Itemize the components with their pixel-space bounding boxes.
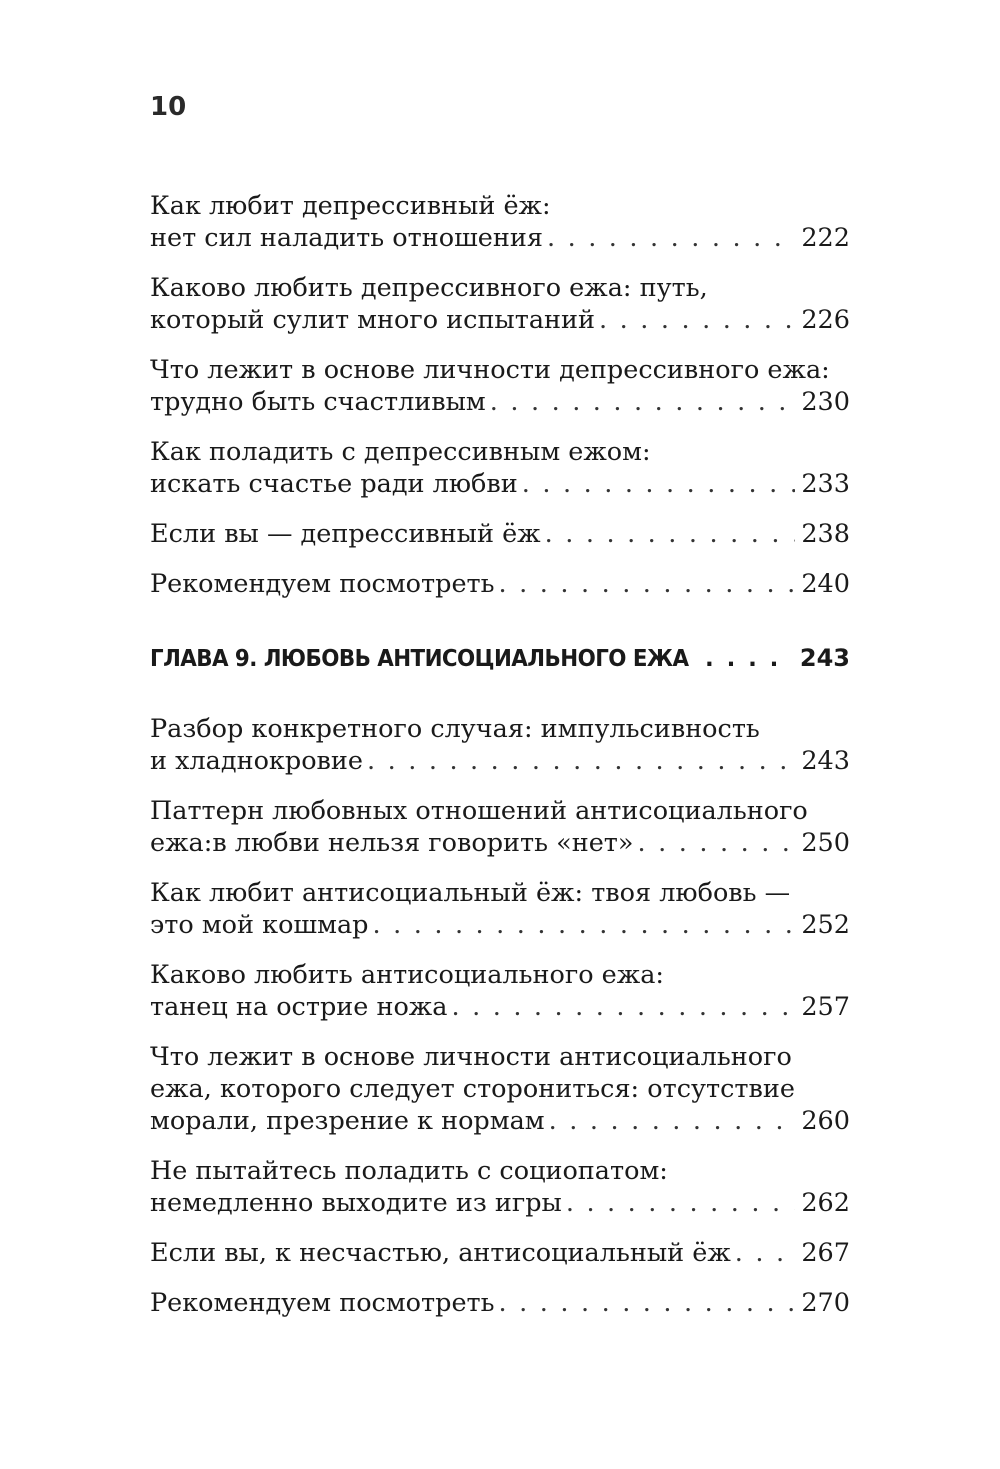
toc-entry[interactable]	[150, 713, 850, 777]
toc-page-number: 230	[801, 387, 850, 417]
chapter-page-number: 243	[799, 644, 850, 672]
toc-page-number: 267	[801, 1238, 850, 1268]
dot-leader	[638, 827, 796, 859]
toc-entry[interactable]	[150, 1287, 850, 1319]
toc-page-number: 260	[801, 1106, 850, 1136]
toc-entry[interactable]	[150, 354, 850, 418]
toc-page-number: 226	[801, 305, 850, 335]
toc-entry-title: нет сил наладить отношения	[150, 223, 543, 253]
toc-entry-line: Каково любить антисоциального ежа:	[150, 960, 665, 990]
toc-page-number: 243	[801, 746, 850, 776]
toc-entry-line: ежа, которого следует сторониться: отсутствие	[150, 1074, 795, 1104]
dot-leader	[566, 1187, 796, 1219]
dot-leader	[367, 745, 795, 777]
toc-entry-line: Не пытайтесь поладить с социопатом:	[150, 1156, 668, 1186]
toc-entry-line: Как поладить с депрессивным ежом:	[150, 437, 651, 467]
dot-leader	[490, 386, 796, 418]
dot-leader	[499, 1287, 796, 1319]
toc-entry-title: Если вы — депрессивный ёж	[150, 519, 541, 549]
toc-entry[interactable]	[150, 568, 850, 600]
toc-entry[interactable]	[150, 436, 850, 500]
toc-entry[interactable]	[150, 1041, 850, 1137]
toc-entry-title: это мой кошмар	[150, 910, 369, 940]
toc-entry-title: трудно быть счастливым	[150, 387, 486, 417]
toc-entry-line: Что лежит в основе личности антисоциального	[150, 1042, 792, 1072]
toc-entry-title: Рекомендуем посмотреть	[150, 569, 495, 599]
dot-leader	[545, 518, 796, 550]
toc-entry-title: Рекомендуем посмотреть	[150, 1288, 495, 1318]
toc-entry-line: Разбор конкретного случая: импульсивность	[150, 714, 760, 744]
toc-page-number: 262	[801, 1188, 850, 1218]
page-number: 10	[150, 92, 187, 122]
dot-leader	[599, 304, 795, 336]
dot-leader	[522, 468, 796, 500]
toc-entry[interactable]	[150, 518, 850, 550]
toc-entry[interactable]	[150, 877, 850, 941]
chapter-heading[interactable]	[150, 642, 850, 675]
toc-entry-line: Что лежит в основе личности депрессивного ежа:	[150, 355, 830, 385]
toc-entry-title: морали, презрение к нормам	[150, 1106, 545, 1136]
toc-entry[interactable]	[150, 190, 850, 254]
toc-page-number: 252	[801, 910, 850, 940]
toc-entry[interactable]	[150, 795, 850, 859]
toc-entry-title: танец на острие ножа	[150, 992, 448, 1022]
toc-entry-title: искать счастье ради любви	[150, 469, 518, 499]
toc-entry-line: Как любит депрессивный ёж:	[150, 191, 551, 221]
table-of-contents	[150, 190, 850, 1337]
dot-leader	[373, 909, 796, 941]
dot-leader	[735, 1237, 796, 1269]
toc-entry[interactable]	[150, 1237, 850, 1269]
toc-entry-line: Как любит антисоциальный ёж: твоя любовь —	[150, 878, 791, 908]
dot-leader	[499, 568, 796, 600]
dot-leader	[705, 643, 790, 675]
toc-entry[interactable]	[150, 272, 850, 336]
toc-entry-title: и хладнокровие	[150, 746, 363, 776]
toc-entry-title: который сулит много испытаний	[150, 305, 596, 335]
toc-page-number: 257	[801, 992, 850, 1022]
toc-page-number: 238	[801, 519, 850, 549]
toc-entry[interactable]	[150, 959, 850, 1023]
toc-page-number: 233	[801, 469, 850, 499]
toc-entry[interactable]	[150, 1155, 850, 1219]
toc-page-number: 270	[801, 1288, 850, 1318]
toc-entry-line: Каково любить депрессивного ежа: путь,	[150, 273, 708, 303]
dot-leader	[451, 991, 795, 1023]
toc-page-number: 222	[801, 223, 850, 253]
dot-leader	[547, 222, 795, 254]
toc-page-number: 240	[801, 569, 850, 599]
toc-entry-title: Если вы, к несчастью, антисоциальный ёж	[150, 1238, 731, 1268]
dot-leader	[549, 1105, 796, 1137]
toc-entry-line: Паттерн любовных отношений антисоциального	[150, 796, 808, 826]
toc-page-number: 250	[801, 828, 850, 858]
chapter-title: ГЛАВА 9. ЛЮБОВЬ АНТИСОЦИАЛЬНОГО ЕЖА	[150, 646, 689, 672]
toc-entry-title: ежа:в любви нельзя говорить «нет»	[150, 828, 634, 858]
toc-entry-title: немедленно выходите из игры	[150, 1188, 562, 1218]
